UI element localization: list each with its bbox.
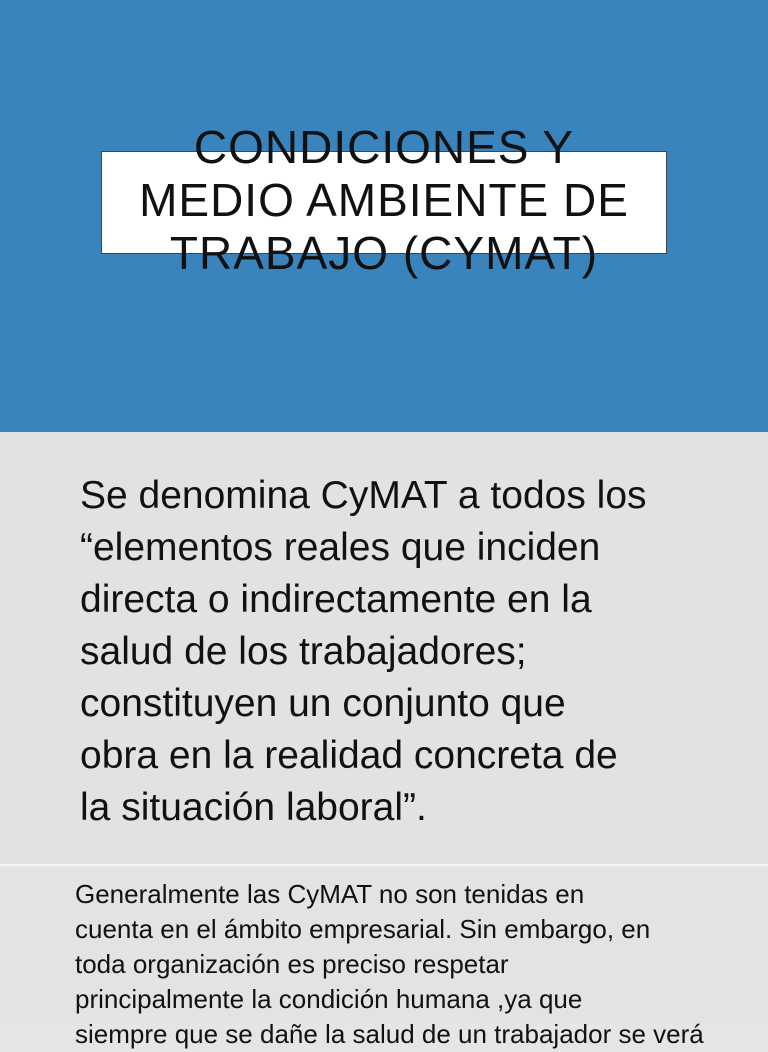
definition-text: Se denomina CyMAT a todos los “elementos reales que inciden directa o indirectamente en la salud de los trabajadores; constituyen un conjunto que obra en la realidad concreta de la situación laboral”.	[80, 474, 647, 829]
paragraph-text: Generalmente las CyMAT no son tenidas en cuenta en el ámbito empresarial. Sin embargo, en toda organización es preciso respetar principalmente la condición humana ,ya que siempre que se dañe la salud de un trabajador se verá	[75, 879, 704, 1049]
definition-slide	[0, 432, 768, 864]
slide-title: CONDICIONES Y MEDIO AMBIENTE DE TRABAJO (CYMAT)	[139, 121, 629, 279]
paragraph-slide	[0, 866, 768, 1049]
title-slide	[0, 0, 768, 432]
